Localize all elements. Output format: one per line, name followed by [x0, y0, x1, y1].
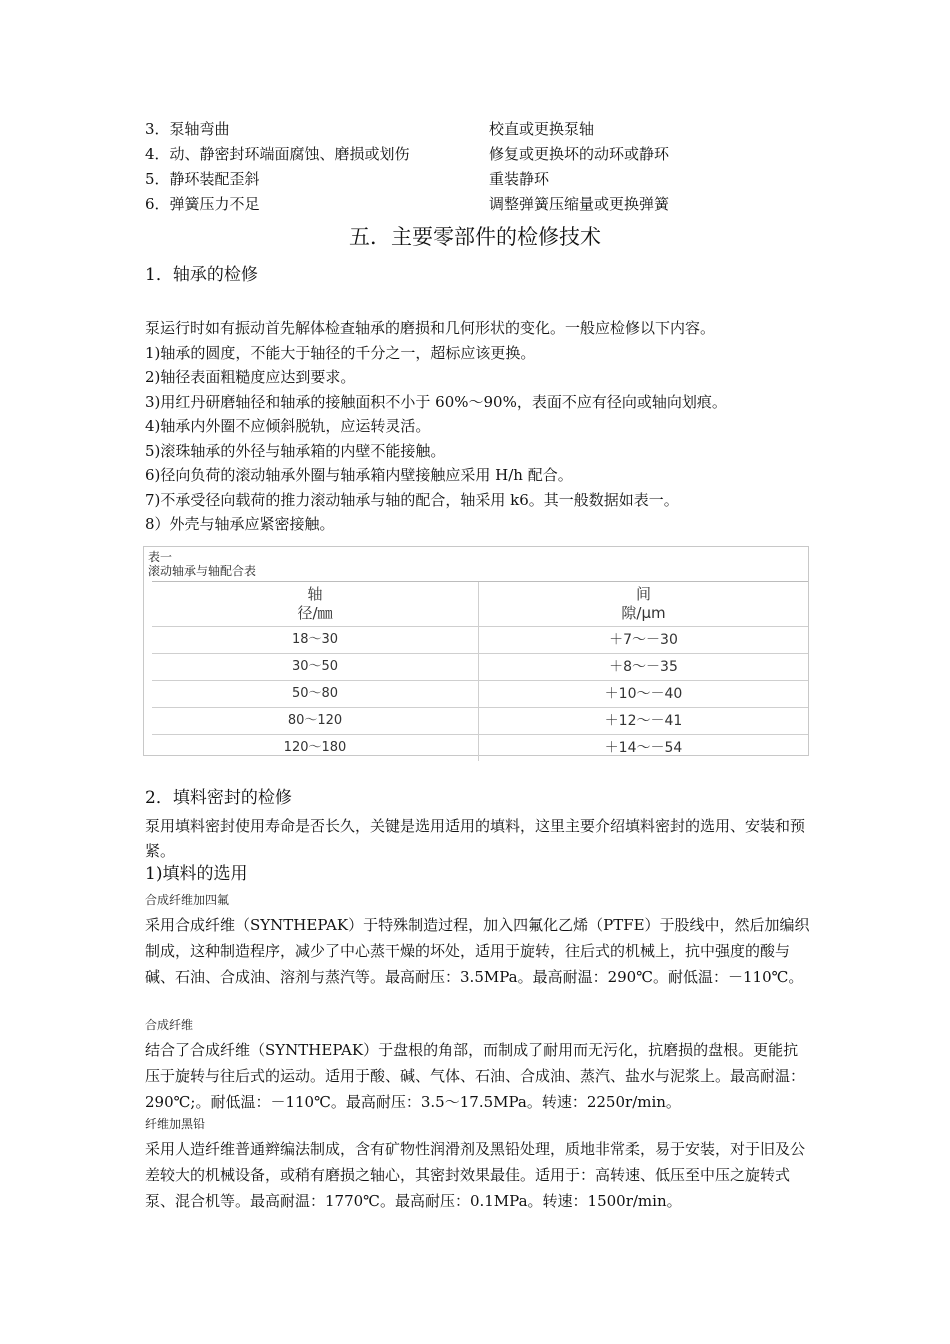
fault-cause: 3．泵轴弯曲 — [145, 120, 230, 138]
section-title: 五．主要零部件的检修技术 — [349, 225, 601, 249]
packing-type-text: 结合了合成纤维（SYNTHEPAK）于盘根的角部，而制成了耐用而无污化，抗磨损的盘根。更能抗压于旋转与往后式的运动。适用于酸、碱、气体、石油、合成油、蒸汽、盐水与泥浆上。最高耐温：290℃;。耐低温：－110℃。最高耐压：3.5～17.5MPa。转速：2250r/min。 — [145, 1041, 806, 1111]
fault-row — [145, 117, 825, 142]
header-diameter-line1: 轴 — [307, 585, 323, 603]
cell-clearance: ＋14～－54 — [604, 740, 683, 756]
bearing-fit-table — [143, 546, 809, 756]
fault-remedy: 重装静环 — [489, 170, 550, 188]
cell-clearance: ＋10～－40 — [604, 686, 683, 702]
packing-type-label: 纤维加黑铅 — [145, 1117, 206, 1131]
bearing-intro: 泵运行时如有振动首先解体检查轴承的磨损和几何形状的变化。一般应检修以下内容。 — [145, 319, 716, 337]
packing-type-label: 合成纤维加四氟 — [145, 893, 230, 907]
fault-cause: 5．静环装配歪斜 — [145, 170, 260, 188]
header-diameter-line2: 径/㎜ — [297, 604, 333, 622]
packing-type-label: 合成纤维 — [145, 1018, 194, 1032]
packing-type-text: 采用合成纤维（SYNTHEPAK）于特殊制造过程，加入四氟化乙烯（PTFE）于股线中，然后加编织制成，这种制造程序，减少了中心蒸干燥的坏处，适用于旋转，往后式的机械上，抗中强度的酸与碱、石油、合成油、溶剂与蒸汽等。最高耐压：3.5MPa。最高耐温：290℃。耐低温：－110℃。 — [145, 916, 810, 986]
cell-diameter: 120～180 — [152, 735, 479, 761]
fault-remedy: 调整弹簧压缩量或更换弹簧 — [489, 195, 670, 213]
cell-clearance: ＋7～－30 — [609, 632, 678, 648]
fault-row — [145, 167, 825, 192]
table-header-row — [152, 581, 808, 626]
fault-remedy: 修复或更换坏的动环或静环 — [489, 145, 670, 163]
bearing-heading: 1．轴承的检修 — [145, 265, 258, 285]
table-caption-title: 滚动轴承与轴配合表 — [148, 564, 257, 578]
packing-heading: 2．填料密封的检修 — [145, 788, 292, 808]
bearing-item: 6)径向负荷的滚动轴承外圈与轴承箱内壁接触应采用 H/h 配合。 — [145, 466, 573, 484]
bearing-item: 2)轴径表面粗糙度应达到要求。 — [145, 368, 356, 386]
fault-row — [145, 192, 825, 217]
cell-clearance: ＋12～－41 — [604, 713, 683, 729]
table-caption-number: 表一 — [148, 550, 173, 564]
packing-intro: 泵用填料密封使用寿命是否长久，关键是选用适用的填料，这里主要介绍填料密封的选用、安装和预紧。 — [145, 817, 806, 860]
bearing-item: 4)轴承内外圈不应倾斜脱轨，应运转灵活。 — [145, 417, 431, 435]
bearing-item: 8）外壳与轴承应紧密接触。 — [145, 515, 335, 533]
cell-diameter: 18～30 — [152, 627, 479, 653]
table-grid — [152, 581, 808, 755]
cell-diameter: 30～50 — [152, 654, 479, 680]
cell-diameter: 50～80 — [152, 681, 479, 707]
fault-remedy-list — [145, 117, 825, 217]
fault-cause: 6．弹簧压力不足 — [145, 195, 260, 213]
fault-remedy: 校直或更换泵轴 — [489, 120, 595, 138]
header-clearance — [479, 582, 808, 626]
table-row — [152, 734, 808, 761]
bearing-item: 7)不承受径向载荷的推力滚动轴承与轴的配合，轴采用 k6。其一般数据如表一。 — [145, 490, 679, 509]
packing-selection-heading: 1)填料的选用 — [145, 864, 248, 884]
packing-type-text: 采用人造纤维普通辫编法制成，含有矿物性润滑剂及黑铅处理，质地非常柔，易于安装，对于旧及公差较大的机械设备，或稍有磨损之轴心，其密封效果最佳。适用于：高转速、低压至中压之旋转式泵、混合机等。最高耐温：1770℃。最高耐压：0.1MPa。转速：1500r/min。 — [145, 1140, 806, 1210]
cell-diameter: 80～120 — [152, 708, 479, 734]
bearing-body — [145, 316, 810, 537]
table-row — [152, 680, 808, 707]
table-row — [152, 626, 808, 653]
bearing-item: 3)用红丹研磨轴径和轴承的接触面积不小于 60%～90%，表面不应有径向或轴向划痕。 — [145, 392, 727, 411]
bearing-item: 5)滚珠轴承的外径与轴承箱的内壁不能接触。 — [145, 441, 446, 460]
fault-row — [145, 142, 825, 167]
header-clearance-line2: 隙/μm — [621, 604, 666, 622]
cell-clearance: ＋8～－35 — [609, 659, 678, 675]
table-row — [152, 707, 808, 734]
fault-cause: 4．动、静密封环端面腐蚀、磨损或划伤 — [145, 145, 410, 163]
bearing-item: 1)轴承的圆度，不能大于轴径的千分之一，超标应该更换。 — [145, 343, 536, 362]
table-row — [152, 653, 808, 680]
header-clearance-line1: 间 — [635, 585, 651, 603]
header-diameter — [152, 582, 479, 626]
